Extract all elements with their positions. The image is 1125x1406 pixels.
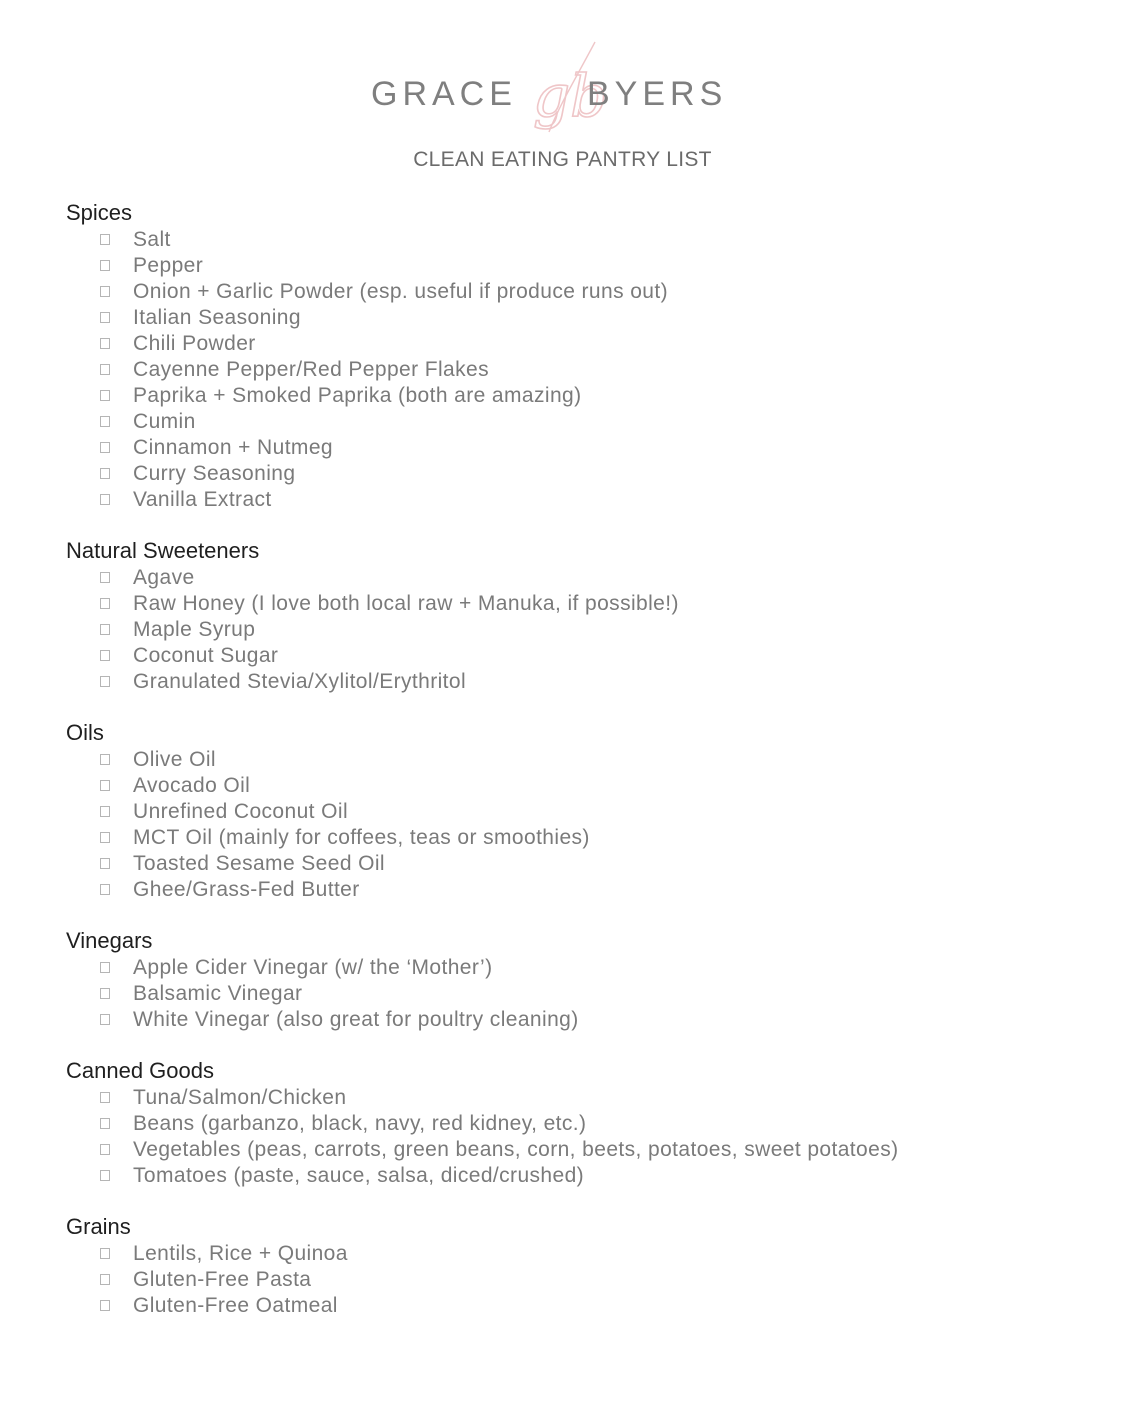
item-label: Olive Oil <box>133 748 216 771</box>
checklist-item <box>66 487 1106 513</box>
item-label: Tuna/Salmon/Chicken <box>133 1086 347 1109</box>
checkbox[interactable] <box>100 780 110 791</box>
section-title: Canned Goods <box>66 1058 214 1083</box>
checklist-item <box>66 981 1106 1007</box>
item-label: Toasted Sesame Seed Oil <box>133 852 386 875</box>
item-label: Pepper <box>133 254 204 277</box>
checklist-item <box>66 1241 1106 1267</box>
item-label: White Vinegar (also great for poultry cleaning) <box>133 1008 579 1031</box>
checklist-item <box>66 617 1106 643</box>
checkbox[interactable] <box>100 598 110 609</box>
brand-logo <box>0 36 1125 146</box>
checkbox[interactable] <box>100 1170 110 1181</box>
item-label: Cayenne Pepper/Red Pepper Flakes <box>133 358 490 381</box>
item-label: Onion + Garlic Powder (esp. useful if produce runs out) <box>133 280 669 303</box>
checklist-item <box>66 1137 1106 1163</box>
checklist-item <box>66 357 1106 383</box>
checklist-item <box>66 825 1106 851</box>
checklist-item <box>66 799 1106 825</box>
checkbox[interactable] <box>100 858 110 869</box>
checkbox[interactable] <box>100 1118 110 1129</box>
brand-first-name: GRACE <box>370 75 517 113</box>
checkbox[interactable] <box>100 494 110 505</box>
checkbox[interactable] <box>100 286 110 297</box>
checkbox[interactable] <box>100 676 110 687</box>
checklist-item <box>66 305 1106 331</box>
checklist-item <box>66 409 1106 435</box>
item-label: Apple Cider Vinegar (w/ the ‘Mother’) <box>133 956 493 979</box>
item-label: Unrefined Coconut Oil <box>133 800 349 823</box>
section-title: Vinegars <box>66 928 153 953</box>
checklist-item <box>66 1007 1106 1033</box>
item-label: Salt <box>133 228 171 251</box>
checkbox[interactable] <box>100 884 110 895</box>
checklist-item <box>66 1293 1106 1319</box>
item-label: Vanilla Extract <box>133 488 272 511</box>
checkbox[interactable] <box>100 468 110 479</box>
brand-monogram: gb <box>532 62 607 130</box>
checkbox[interactable] <box>100 806 110 817</box>
checklist <box>66 1085 1106 1189</box>
section-spacer <box>66 903 1106 927</box>
item-label: Maple Syrup <box>133 618 256 641</box>
checkbox[interactable] <box>100 754 110 765</box>
brand-logo-graphic <box>363 36 763 146</box>
checkbox[interactable] <box>100 1144 110 1155</box>
checklist-item <box>66 253 1106 279</box>
checkbox[interactable] <box>100 260 110 271</box>
section-title: Spices <box>66 200 133 225</box>
checklist <box>66 747 1106 903</box>
checkbox[interactable] <box>100 1274 110 1285</box>
checklist-item <box>66 669 1106 695</box>
section-spacer <box>66 513 1106 537</box>
checkbox[interactable] <box>100 988 110 999</box>
checkbox[interactable] <box>100 1092 110 1103</box>
section-title: Grains <box>66 1214 131 1239</box>
checklist <box>66 1241 1106 1319</box>
section-spacer <box>66 1033 1106 1057</box>
checkbox[interactable] <box>100 338 110 349</box>
checkbox[interactable] <box>100 234 110 245</box>
section-title: Natural Sweeteners <box>66 538 260 563</box>
item-label: Raw Honey (I love both local raw + Manuka, if possible!) <box>133 592 679 615</box>
item-label: Gluten-Free Pasta <box>133 1268 312 1291</box>
checklist-item <box>66 383 1106 409</box>
page-title: CLEAN EATING PANTRY LIST <box>413 148 712 171</box>
checklist <box>66 227 1106 513</box>
section-title: Oils <box>66 720 104 745</box>
checkbox[interactable] <box>100 624 110 635</box>
checkbox[interactable] <box>100 1248 110 1259</box>
checklist-item <box>66 227 1106 253</box>
item-label: Coconut Sugar <box>133 644 279 667</box>
section-spacer <box>66 1189 1106 1213</box>
item-label: Agave <box>133 566 195 589</box>
section-spacer <box>66 695 1106 719</box>
checklist-item <box>66 435 1106 461</box>
item-label: Lentils, Rice + Quinoa <box>133 1242 348 1265</box>
item-label: Curry Seasoning <box>133 462 296 485</box>
section-oils <box>66 719 1106 903</box>
checkbox[interactable] <box>100 572 110 583</box>
checklist <box>66 565 1106 695</box>
checklist-item <box>66 851 1106 877</box>
section-spices <box>66 199 1106 513</box>
checklist-item <box>66 747 1106 773</box>
checkbox[interactable] <box>100 442 110 453</box>
section-canned-goods <box>66 1057 1106 1189</box>
item-label: Gluten-Free Oatmeal <box>133 1294 338 1317</box>
section-vinegars <box>66 927 1106 1033</box>
item-label: Tomatoes (paste, sauce, salsa, diced/crushed) <box>133 1164 585 1187</box>
item-label: Italian Seasoning <box>133 306 301 329</box>
checkbox[interactable] <box>100 364 110 375</box>
section-natural-sweeteners <box>66 537 1106 695</box>
item-label: Paprika + Smoked Paprika (both are amazing) <box>133 384 582 407</box>
item-label: Ghee/Grass-Fed Butter <box>133 878 360 901</box>
checkbox[interactable] <box>100 832 110 843</box>
checkbox[interactable] <box>100 1014 110 1025</box>
checkbox[interactable] <box>100 390 110 401</box>
pantry-list <box>66 199 1106 1319</box>
checklist-item <box>66 1111 1106 1137</box>
item-label: Cumin <box>133 410 196 433</box>
checklist-item <box>66 1267 1106 1293</box>
checklist-item <box>66 773 1106 799</box>
checklist-item <box>66 1163 1106 1189</box>
item-label: Chili Powder <box>133 332 256 355</box>
item-label: Cinnamon + Nutmeg <box>133 436 333 459</box>
checklist-item <box>66 955 1106 981</box>
checkbox[interactable] <box>100 416 110 427</box>
checklist-item <box>66 643 1106 669</box>
item-label: Balsamic Vinegar <box>133 982 303 1005</box>
item-label: Avocado Oil <box>133 774 251 797</box>
checkbox[interactable] <box>100 1300 110 1311</box>
checkbox[interactable] <box>100 312 110 323</box>
checklist-item <box>66 877 1106 903</box>
brand-last-name: BYERS <box>586 75 727 113</box>
item-label: MCT Oil (mainly for coffees, teas or smoothies) <box>133 826 590 849</box>
item-label: Beans (garbanzo, black, navy, red kidney, etc.) <box>133 1112 587 1135</box>
item-label: Vegetables (peas, carrots, green beans, corn, beets, potatoes, sweet potatoes) <box>133 1138 899 1161</box>
section-grains <box>66 1213 1106 1319</box>
checklist-item <box>66 331 1106 357</box>
checklist-item <box>66 461 1106 487</box>
checklist-item <box>66 565 1106 591</box>
checklist-item <box>66 279 1106 305</box>
checklist-item <box>66 1085 1106 1111</box>
checkbox[interactable] <box>100 962 110 973</box>
checkbox[interactable] <box>100 650 110 661</box>
item-label: Granulated Stevia/Xylitol/Erythritol <box>133 670 467 693</box>
checklist <box>66 955 1106 1033</box>
checklist-item <box>66 591 1106 617</box>
